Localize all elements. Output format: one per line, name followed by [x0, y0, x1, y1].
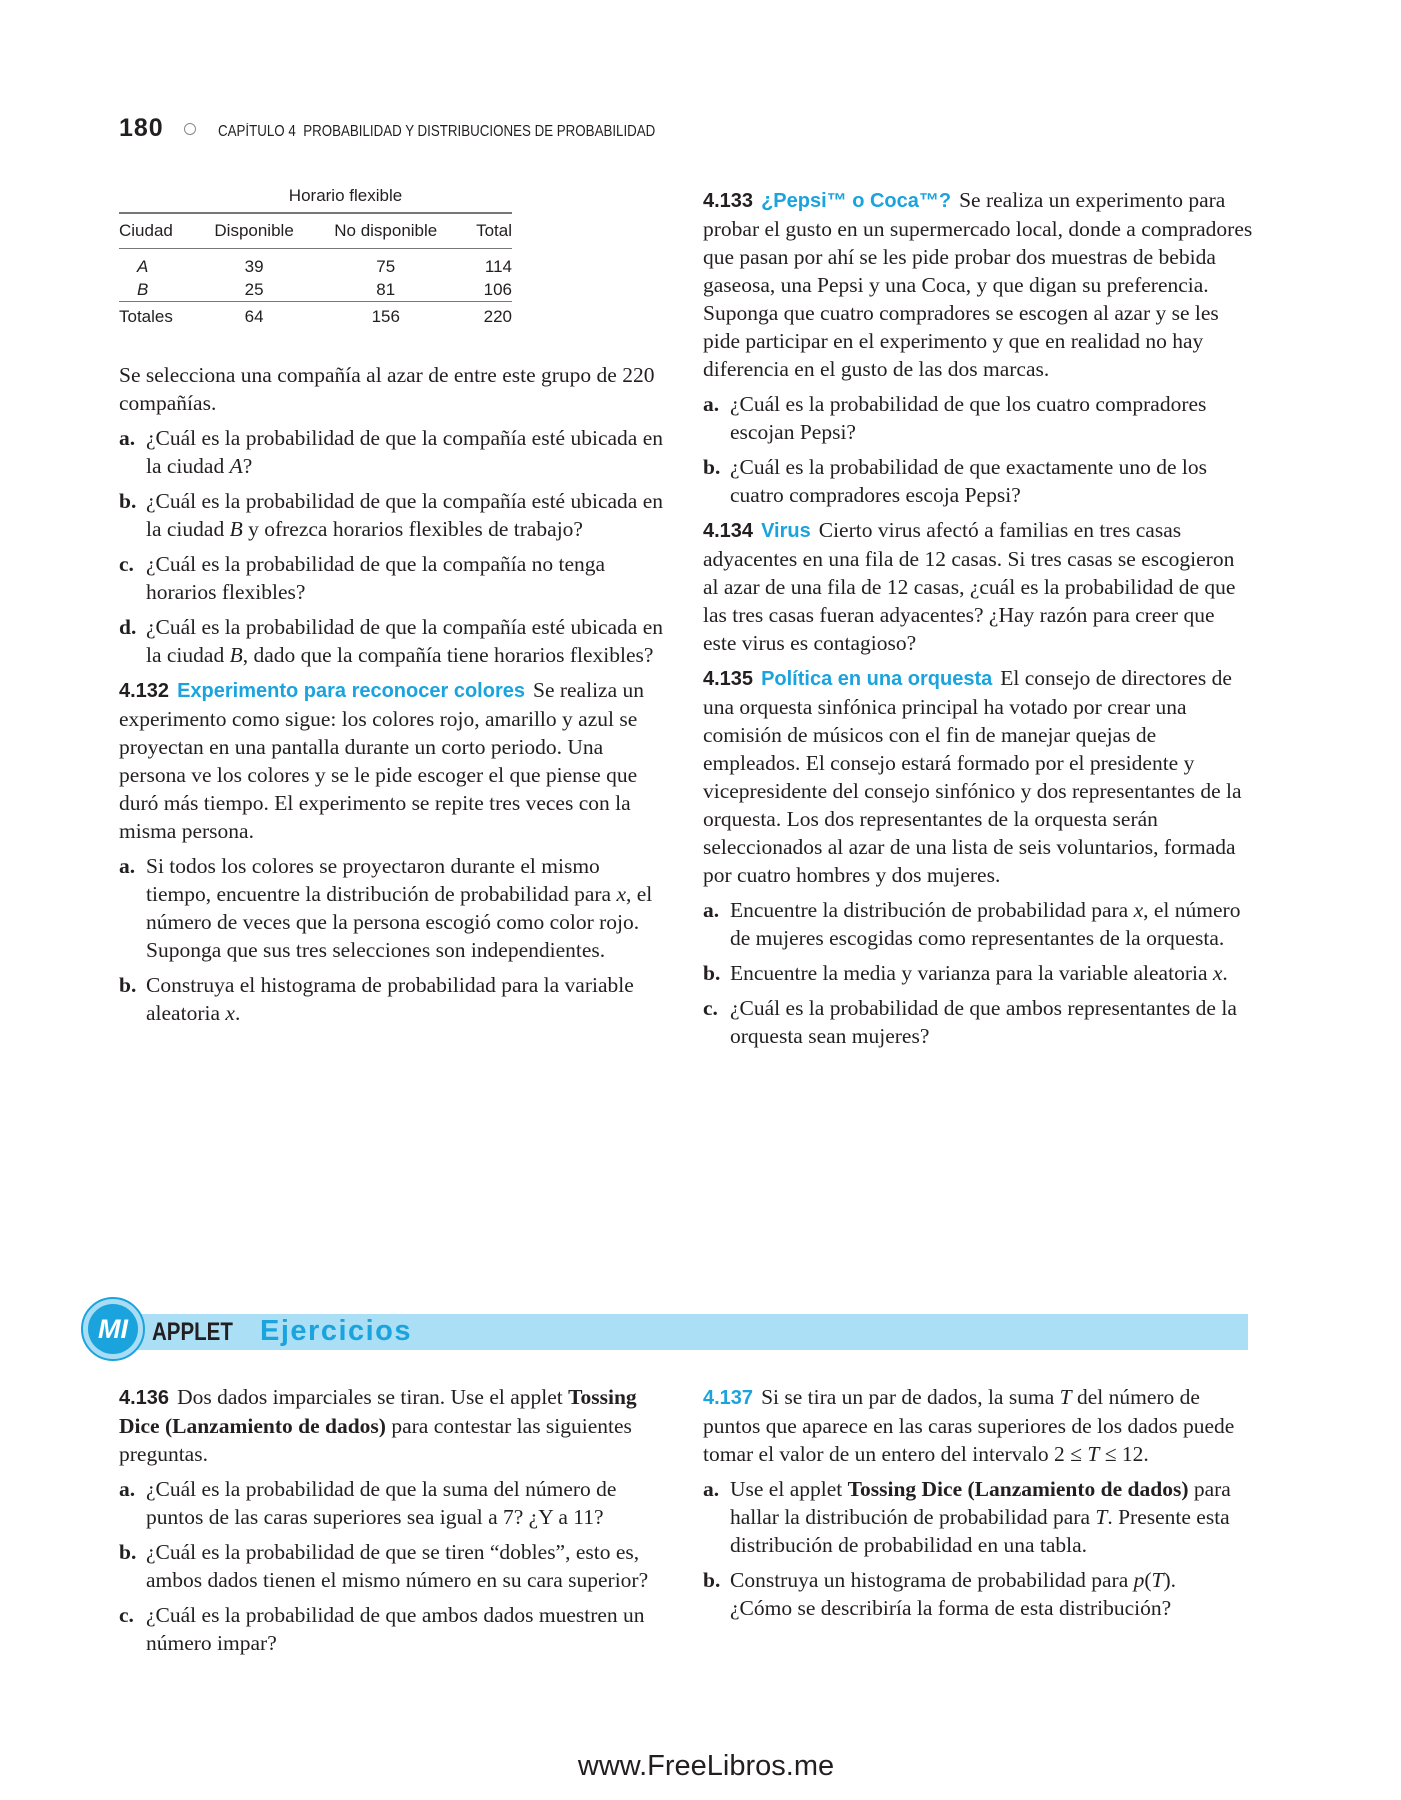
text-run: ¿Cuál es la probabilidad de que la suma del número de puntos de las caras superiores sea igual a 7? ¿Y a 11? — [146, 1477, 617, 1529]
problem — [703, 516, 1253, 657]
running-header — [119, 114, 726, 143]
question-item — [119, 550, 669, 606]
col-header: Ciudad — [119, 213, 197, 249]
math-variable: T — [1059, 1385, 1072, 1409]
cell: 25 — [244, 279, 264, 299]
text-run: . — [234, 1001, 241, 1025]
text-run: ¿Cuál es la probabilidad de que exactamente uno de los cuatro compradores escoja Pepsi? — [730, 455, 1208, 507]
problem — [119, 361, 669, 669]
question-item — [119, 971, 669, 1027]
item-label: a. — [703, 898, 720, 922]
question-item — [703, 1566, 1243, 1622]
question-item — [119, 1475, 669, 1531]
problem-number: 4.133 — [703, 190, 754, 212]
item-label: b. — [119, 973, 137, 997]
item-label: a. — [119, 854, 136, 878]
math-variable: x — [616, 882, 626, 906]
text-run: , dado que la compañía tiene horarios flexibles? — [242, 643, 654, 667]
text-run: Cierto virus afectó a familias en tres casas adyacentes en una fila de 12 casas. Si tres casas se escogieron al azar de una fila de 12 casas, ¿cuál es la probabilidad de que las tres casas fueran adyacentes? ¿Hay razón para creer que este virus es contagioso? — [703, 518, 1236, 655]
problem-intro — [119, 676, 669, 845]
text-run: Se realiza un experimento como sigue: los colores rojo, amarillo y azul se proyectan en una pantalla durante un corto periodo. Una persona ve los colores y se le pide escoger el que piense que duró más tiempo. El experimento se repite tres veces con la misma persona. — [119, 678, 645, 843]
text-run: para contestar las siguientes preguntas. — [119, 1414, 632, 1466]
problem-title: Experimento para reconocer colores — [177, 680, 525, 702]
footer-url: www.FreeLibros.me — [577, 1750, 835, 1782]
bottom-left-column — [119, 1383, 669, 1664]
page-number: 180 — [119, 114, 164, 142]
problem-number: 4.136 — [119, 1387, 170, 1409]
left-column — [119, 361, 669, 1034]
text-run: para hallar la distribución de probabilidad para — [730, 1477, 1231, 1529]
problem-intro — [703, 1383, 1243, 1468]
problem — [703, 186, 1253, 509]
question-item — [703, 390, 1253, 446]
item-label: a. — [703, 1477, 720, 1501]
text-run: Se realiza un experimento para probar el gusto en un supermercado local, donde a compradores que pasan por ahí se les pide probar dos muestras de bebida gaseosa, una Pepsi y una Coca, y que digan su preferencia. Suponga que cuatro compradores se escogen al azar y se les pide participar en el experimento y que en realidad no hay diferencia en el gusto de las dos marcas. — [703, 188, 1253, 381]
col-header: No disponible — [311, 213, 460, 249]
text-run: Encuentre la distribución de probabilidad para — [730, 898, 1134, 922]
text-run: ¿Cuál es la probabilidad de que se tiren “dobles”, esto es, ambos dados tienen el mismo número en su cara superior? — [146, 1540, 649, 1592]
cell: 220 — [460, 302, 512, 333]
text-run: . Presente esta distribución de probabilidad en una tabla. — [730, 1505, 1230, 1557]
question-item — [703, 959, 1253, 987]
problem — [119, 1383, 669, 1657]
text-run: Encuentre la media y varianza para la variable aleatoria — [730, 961, 1213, 985]
problem-number: 4.135 — [703, 668, 754, 690]
text-run: Construya el histograma de probabilidad para la variable aleatoria — [146, 973, 634, 1025]
math-variable: x — [1212, 961, 1223, 985]
circle-bullet-icon — [184, 123, 196, 135]
item-label: a. — [703, 392, 720, 416]
table-header-row — [119, 213, 512, 249]
question-item — [119, 613, 669, 669]
bold-text: Tossing Dice (Lanzamiento de dados) — [119, 1385, 637, 1438]
math-variable: T — [1151, 1568, 1164, 1592]
col-header: Total — [460, 213, 512, 249]
item-label: c. — [119, 1603, 134, 1627]
problem-title: ¿Pepsi™ o Coca™? — [761, 190, 952, 212]
text-run: ¿Cuál es la probabilidad de que ambos dados muestren un número impar? — [146, 1603, 645, 1655]
item-label: b. — [703, 1568, 721, 1592]
problem-intro — [703, 516, 1253, 657]
text-run: Dos dados imparciales se tiran. Use el applet — [177, 1385, 569, 1409]
mi-applet-logo-icon — [81, 1297, 145, 1361]
bold-text: Tossing Dice (Lanzamiento de dados) — [847, 1477, 1189, 1501]
math-variable: T — [1095, 1505, 1108, 1529]
item-label: b. — [119, 489, 137, 513]
problem-title: Virus — [761, 520, 811, 542]
question-item — [703, 1475, 1243, 1559]
cell: 106 — [483, 279, 512, 299]
math-variable: T — [1087, 1442, 1100, 1466]
question-item — [119, 1601, 669, 1657]
flex-schedule-table — [119, 186, 512, 332]
problem-title: Política en una orquesta — [761, 668, 993, 690]
item-label: d. — [119, 615, 137, 639]
cell: 156 — [311, 302, 460, 333]
problem — [703, 664, 1253, 1050]
problem-number: 4.134 — [703, 520, 754, 542]
text-run: Construya un histograma de probabilidad para — [730, 1568, 1134, 1592]
text-run: ¿Cuál es la probabilidad de que la compañía esté ubicada en la ciudad — [146, 489, 663, 541]
chapter-title: PROBABILIDAD Y DISTRIBUCIONES DE PROBABILIDAD — [302, 123, 656, 140]
table-row — [119, 278, 512, 302]
text-run: , el número de veces que la persona escogió como color rojo. Suponga que sus tres selecciones son independientes. — [146, 882, 653, 962]
problem — [119, 676, 669, 1027]
cell: 81 — [376, 279, 396, 299]
text-run: ¿Cuál es la probabilidad de que ambos representantes de la orquesta sean mujeres? — [730, 996, 1237, 1048]
item-label: c. — [703, 996, 718, 1020]
cell: B — [137, 279, 149, 299]
text-run: ¿Cuál es la probabilidad de que los cuatro compradores escojan Pepsi? — [730, 392, 1207, 444]
text-run: Use el applet — [730, 1477, 848, 1501]
question-item — [703, 896, 1253, 952]
section-title: Ejercicios — [260, 1315, 413, 1347]
item-label: c. — [119, 552, 134, 576]
question-item — [119, 487, 669, 543]
text-run: . — [1222, 961, 1228, 985]
text-run: ¿Cuál es la probabilidad de que la compañía no tenga horarios flexibles? — [146, 552, 606, 604]
text-run: y ofrezca horarios flexibles de trabajo? — [242, 517, 583, 541]
right-column — [703, 186, 1253, 1057]
question-item — [119, 852, 669, 964]
table-row — [119, 249, 512, 279]
item-label: a. — [119, 426, 136, 450]
chapter-heading — [218, 123, 655, 141]
question-item — [703, 994, 1253, 1050]
math-variable: B — [229, 643, 243, 667]
problem-number: 4.137 — [703, 1387, 754, 1409]
problem-number: 4.132 — [119, 680, 170, 702]
table-totals-row — [119, 302, 512, 333]
problem — [703, 1383, 1243, 1622]
chapter-label: CAPÍTULO 4 — [217, 123, 296, 140]
bottom-right-column — [703, 1383, 1243, 1629]
item-label: a. — [119, 1477, 136, 1501]
cell: Totales — [119, 302, 197, 333]
math-variable: p — [1133, 1568, 1145, 1592]
text-run: del número de puntos que aparece en las caras superiores de los dados puede tomar el valor de un entero del intervalo 2 ≤ — [703, 1385, 1235, 1466]
text-run: ≤ 12. — [1099, 1442, 1149, 1466]
problem-intro — [703, 186, 1253, 383]
text-run: ( — [1144, 1568, 1152, 1592]
item-label: b. — [703, 961, 721, 985]
cell: 114 — [484, 256, 512, 276]
text-run: ¿Cuál es la probabilidad de que la compañía esté ubicada en la ciudad — [146, 615, 663, 667]
problem-intro — [119, 361, 669, 417]
col-header: Disponible — [197, 213, 312, 249]
math-variable: A — [229, 454, 243, 478]
math-variable: B — [229, 517, 243, 541]
text-run: , el número de mujeres escogidas como representantes de la orquesta. — [730, 898, 1241, 950]
text-run: Se selecciona una compañía al azar de entre este grupo de 220 compañías. — [119, 363, 655, 415]
text-run: ? — [242, 454, 253, 478]
cell: 39 — [244, 256, 264, 276]
question-item — [119, 424, 669, 480]
math-variable: x — [225, 1001, 235, 1025]
applet-label: APPLET — [152, 1318, 233, 1346]
text-run: ¿Cuál es la probabilidad de que la compañía esté ubicada en la ciudad — [146, 426, 663, 478]
item-label: b. — [703, 455, 721, 479]
text-run: El consejo de directores de una orquesta sinfónica principal ha votado por crear una comisión de músicos con el fin de manejar quejas de empleados. El consejo estará formado por el presidente y vicepresidente del consejo sinfónico y dos representantes de la orquesta. Los dos representantes de la orquesta serán seleccionados al azar de una lista de seis voluntarios, formada por cuatro hombres y dos mujeres. — [703, 666, 1242, 887]
cell: 75 — [376, 256, 396, 276]
item-label: b. — [119, 1540, 137, 1564]
text-run: ). ¿Cómo se describiría la forma de esta distribución? — [730, 1568, 1177, 1620]
problem-intro — [119, 1383, 669, 1468]
problem-intro — [703, 664, 1253, 889]
math-variable: x — [1133, 898, 1144, 922]
cell: 64 — [197, 302, 312, 333]
cell: A — [137, 256, 149, 276]
question-item — [703, 453, 1253, 509]
text-run: Si todos los colores se proyectaron durante el mismo tiempo, encuentre la distribución de probabilidad para — [146, 854, 617, 906]
table-title: Horario flexible — [288, 186, 403, 205]
text-run: Si se tira un par de dados, la suma — [761, 1385, 1060, 1409]
logo-text: MI — [88, 1304, 138, 1354]
question-item — [119, 1538, 669, 1594]
